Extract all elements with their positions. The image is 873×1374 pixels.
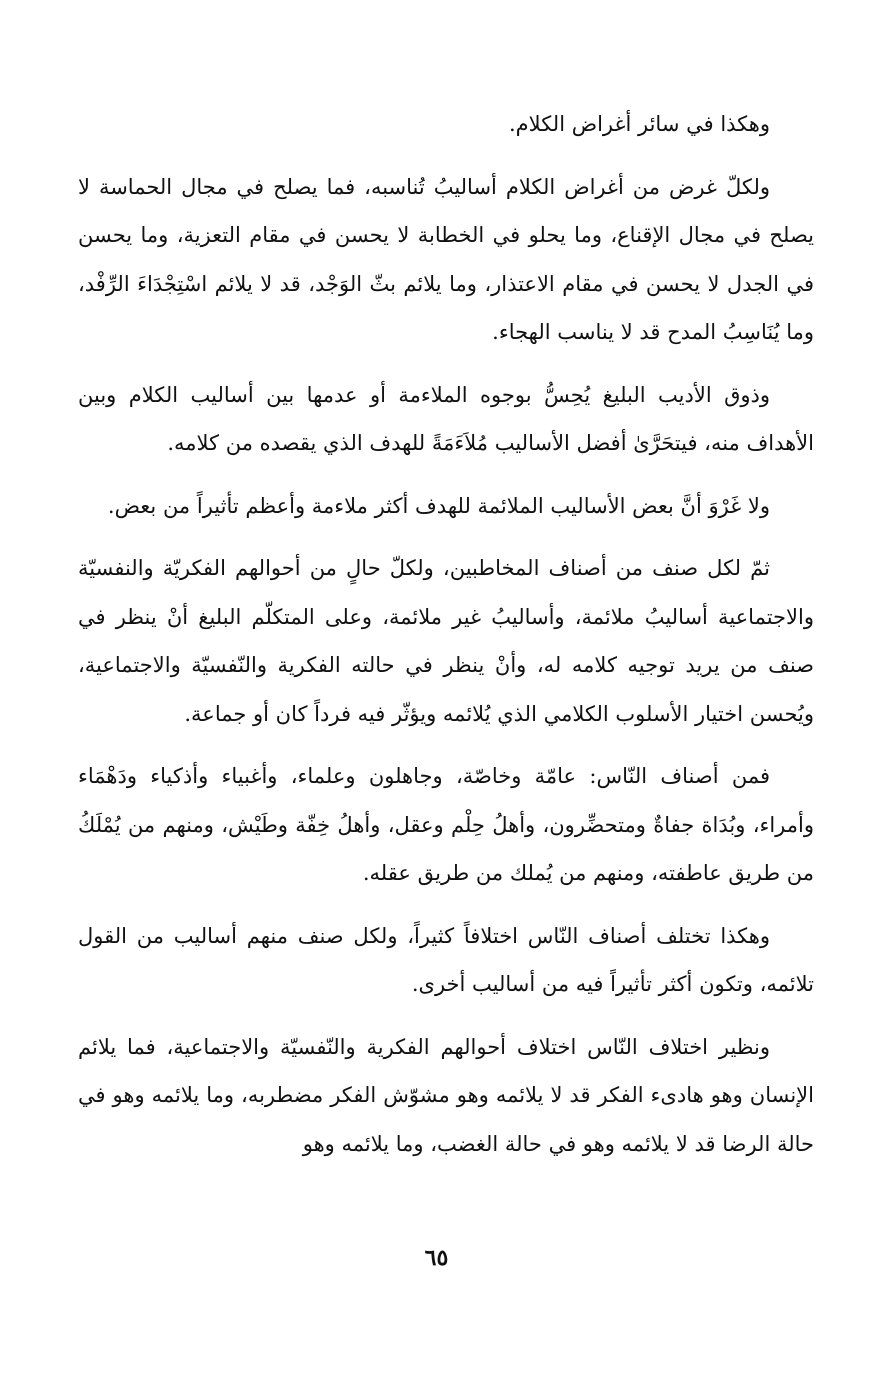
paragraph-1: وهكذا في سائر أغراض الكلام. xyxy=(508,112,770,136)
paragraph-3: وذوق الأديب البليغ يُحِسُّ بوجوه الملاءمة أو عدمها بين أساليب الكلام وبين الأهداف منه، فيتحَرَّىٰ أفضل الأساليب مُلاَءَمَةً للهدف الذي يقصده من كلامه. xyxy=(78,382,814,455)
paragraph-4: ولا غَرْوَ أنَّ بعض الأساليب الملائمة للهدف أكثر ملاءمة وأعظم تأثيراً من بعض. xyxy=(107,493,770,518)
page-body xyxy=(78,100,814,1182)
paragraph-7: وهكذا تختلف أصناف النّاس اختلافاً كثيراً، ولكل صنف منهم أساليب من القول تلائمه، وتكون أكثر تأثيراً فيه من أساليب أخرى. xyxy=(78,923,814,996)
paragraph-5: ثمّ لكل صنف من أصناف المخاطبين، ولكلّ حالٍ من أحوالهم الفكريّة والنفسيّة والاجتماعية أساليبُ ملائمة، وأساليبُ غير ملائمة، وعلى المتكلّم البليغ أنْ ينظر في صنف من يريد توجيه كلامه له، وأنْ ينظر في حالته الفكرية والنّفسيّة والاجتماعية، ويُحسن اختيار الأسلوب الكلامي الذي يُلائمه ويؤثّر فيه فرداً كان أو جماعة. xyxy=(78,556,814,726)
paragraph-2: ولكلّ غرض من أغراض الكلام أساليبُ تُناسبه، فما يصلح في مجال الحماسة لا يصلح في مجال الإقناع، وما يحلو في الخطابة لا يحسن في مقام التعزية، وما يحسن في الجدل لا يحسن في مقام الاعتذار، وما يلائم بثّ الوَجْد، قد لا يلائم اسْتِجْدَاءَ الرِّفْد، وما يُنَاسِبُ المدح قد لا يناسب الهجاء. xyxy=(78,174,814,344)
paragraph-6: فمن أصناف النّاس: عامّة وخاصّة، وجاهلون وعلماء، وأغبياء وأذكياء ودَهْمَاء وأمراء، وبُدَاة جفاةٌ ومتحضِّرون، وأهلُ حِلْم وعقل، وأهلُ خِفّة وطَيْش، ومنهم من يُمْلَكُ من طريق عاطفته، ومنهم من يُملك من طريق عقله. xyxy=(78,764,814,885)
paragraph-8: ونظير اختلاف النّاس اختلاف أحوالهم الفكرية والنّفسيّة والاجتماعية، فما يلائم الإنسان وهو هادىء الفكر قد لا يلائمه وهو مشوّش الفكر مضطربه، وما يلائمه وهو في حالة الرضا قد لا يلائمه وهو في حالة الغضب، وما يلائمه وهو xyxy=(78,1034,814,1156)
page-number: ٦٥ xyxy=(424,1245,449,1271)
